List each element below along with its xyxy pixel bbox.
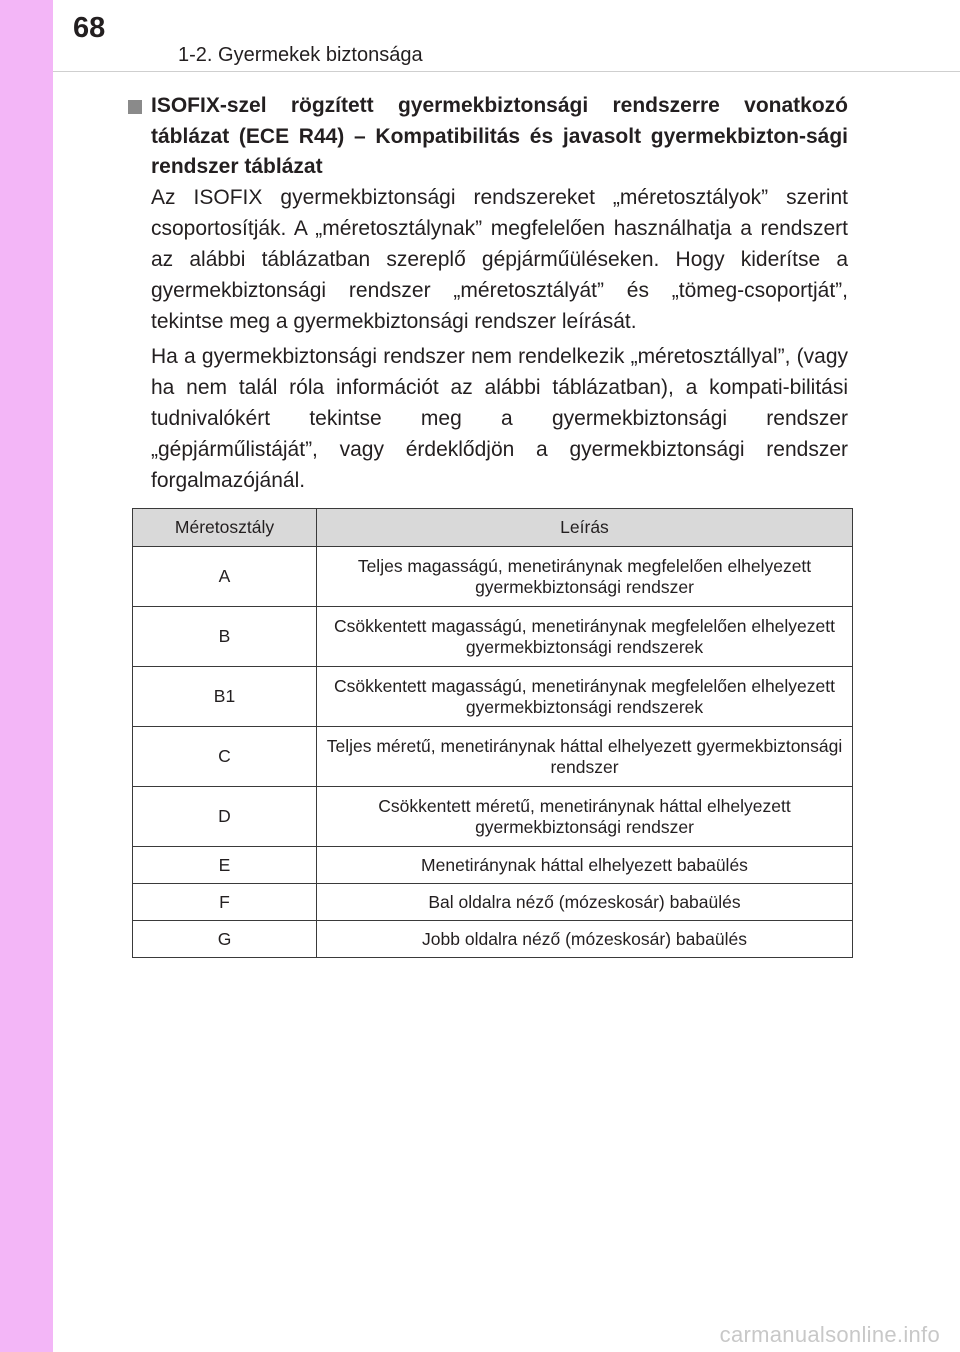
table-row xyxy=(133,667,853,727)
table-row xyxy=(133,727,853,787)
table-row xyxy=(133,547,853,607)
size-cell: B1 xyxy=(133,667,317,727)
column-header-description: Leírás xyxy=(317,509,853,547)
description-cell: Menetiránynak háttal elhelyezett babaülés xyxy=(317,847,853,884)
square-bullet-icon xyxy=(128,100,142,114)
chapter-title: 1-2. Gyermekek biztonsága xyxy=(178,44,423,66)
description-cell: Teljes méretű, menetiránynak háttal elhelyezett gyermekbiztonsági rendszer xyxy=(317,727,853,787)
size-cell: F xyxy=(133,884,317,921)
chapter-color-bar xyxy=(0,0,53,1352)
table-header-row xyxy=(133,509,853,547)
table-row xyxy=(133,787,853,847)
page-number: 68 xyxy=(73,12,106,44)
site-watermark: carmanualsonline.info xyxy=(719,1322,940,1347)
header-divider xyxy=(53,71,960,72)
table-row xyxy=(133,607,853,667)
description-cell: Csökkentett magasságú, menetiránynak megfelelően elhelyezett gyermekbiztonsági rendszerek xyxy=(317,607,853,667)
size-cell: G xyxy=(133,921,317,958)
table-row xyxy=(133,884,853,921)
compatibility-paragraph: Ha a gyermekbiztonsági rendszer nem rendelkezik „méretosztállyal”, (vagy ha nem talál róla információt az alábbi táblázatban), a kompati-bilitási tudnivalókért tekintse meg a gyermekbiztonsági rendszer „gépjárműlistáját”, vagy érdeklődjön a gyermekbiztonsági rendszer forgalmazójánál. xyxy=(151,345,848,492)
description-cell: Jobb oldalra néző (mózeskosár) babaülés xyxy=(317,921,853,958)
size-class-table xyxy=(132,508,853,958)
description-cell: Teljes magasságú, menetiránynak megfelelően elhelyezett gyermekbiztonsági rendszer xyxy=(317,547,853,607)
description-cell: Csökkentett méretű, menetiránynak háttal elhelyezett gyermekbiztonsági rendszer xyxy=(317,787,853,847)
size-cell: C xyxy=(133,727,317,787)
description-cell: Csökkentett magasságú, menetiránynak megfelelően elhelyezett gyermekbiztonsági rendszerek xyxy=(317,667,853,727)
size-cell: E xyxy=(133,847,317,884)
section-heading: ISOFIX-szel rögzített gyermekbiztonsági rendszerre vonatkozó táblázat (ECE R44) – Kompatibilitás és javasolt gyermekbizton-sági rendszer táblázat xyxy=(151,94,848,178)
column-header-size: Méretosztály xyxy=(133,509,317,547)
description-cell: Bal oldalra néző (mózeskosár) babaülés xyxy=(317,884,853,921)
intro-paragraph: Az ISOFIX gyermekbiztonsági rendszereket „méretosztályok” szerint csoportosítják. A „méretosztálynak” megfelelően használhatja a rendszert az alábbi táblázatban szereplő gépjárműüléseken. Hogy kiderítse a gyermekbiztonsági rendszer „méretosztályát” és „tömeg-csoportját”, tekintse meg a gyermekbiztonsági rendszer leírását. xyxy=(151,186,848,333)
size-cell: A xyxy=(133,547,317,607)
table-row xyxy=(133,847,853,884)
size-cell: D xyxy=(133,787,317,847)
size-cell: B xyxy=(133,607,317,667)
table-row xyxy=(133,921,853,958)
